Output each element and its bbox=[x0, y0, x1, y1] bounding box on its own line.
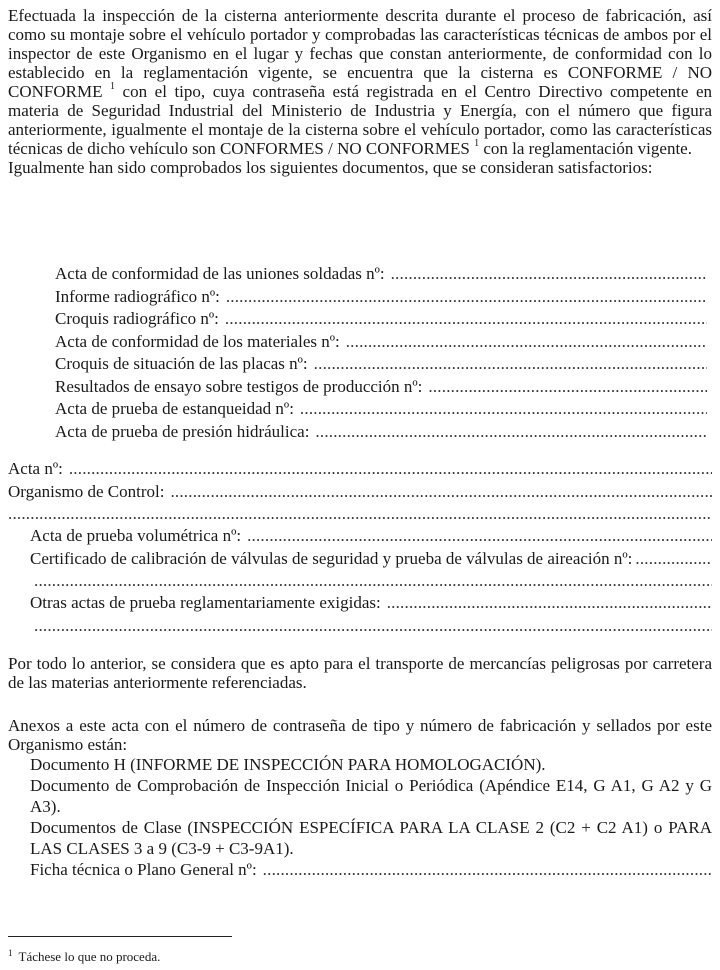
footnote-mark-2: 1 bbox=[474, 138, 480, 149]
annex-item-comprobacion: Documento de Comprobación de Inspección Inicial o Periódica (Apéndice E14, G A1, G A2 y G A3). bbox=[30, 776, 712, 816]
annex-item-h: Documento H (INFORME DE INSPECCIÓN PARA HOMOLOGACIÓN). bbox=[30, 755, 546, 774]
otras-field[interactable] bbox=[387, 592, 712, 615]
fill-in-field[interactable] bbox=[226, 286, 707, 309]
document-label: Informe radiográfico nº: bbox=[55, 286, 220, 306]
fill-in-field[interactable] bbox=[428, 376, 707, 399]
fill-in-field[interactable] bbox=[315, 421, 707, 444]
fill-in-field[interactable] bbox=[314, 353, 707, 376]
organismo-field-continuation[interactable] bbox=[8, 503, 712, 526]
volumetrica-label: Acta de prueba volumétrica nº: bbox=[30, 526, 242, 545]
certificado-row bbox=[30, 548, 712, 571]
document-label: Acta de conformidad de las uniones soldadas nº: bbox=[55, 264, 385, 283]
control-sub-items bbox=[8, 525, 712, 637]
fill-in-field[interactable] bbox=[300, 398, 707, 421]
organismo-field[interactable] bbox=[170, 481, 712, 504]
document-page bbox=[8, 6, 712, 177]
volumetrica-field[interactable] bbox=[247, 525, 712, 548]
otras-row bbox=[30, 592, 712, 615]
fill-in-field[interactable] bbox=[346, 331, 707, 354]
document-row-soldadas bbox=[55, 263, 707, 286]
acta-label: Acta nº: bbox=[8, 459, 63, 478]
document-row-croquis-radiografico bbox=[55, 308, 707, 331]
fill-in-field[interactable] bbox=[391, 263, 707, 286]
intro-paragraph bbox=[8, 6, 712, 158]
document-row-informe-radiografico bbox=[55, 286, 707, 309]
footnote-divider bbox=[8, 936, 232, 937]
document-label: Acta de prueba de estanqueidad nº: bbox=[55, 399, 294, 418]
documents-list bbox=[55, 263, 707, 443]
annex-item-clase: Documentos de Clase (INSPECCIÓN ESPECÍFICA PARA LA CLASE 2 (C2 + C2 A1) o PARA LAS CLASES 3 a 9 (C3-9 + C3-9A1). bbox=[30, 818, 712, 858]
document-label: Acta de conformidad de los materiales nº: bbox=[55, 331, 340, 351]
certificado-field[interactable] bbox=[635, 548, 712, 571]
otras-field-continuation[interactable] bbox=[34, 615, 712, 638]
document-label: Acta de prueba de presión hidráulica: bbox=[55, 421, 310, 441]
intro-text-1: Efectuada la inspección de la cisterna anteriormente descrita durante el proceso de fabricación, así como su montaje sobre el vehículo portador y comprobadas las características técnicas de ambos por el inspector de este Organismo en el lugar y fechas que constan anteriormente, de conformidad con lo establecido en la reglamentación vigente, se encuentra que la cisterna es CONFORME / NO CONFORME bbox=[8, 6, 712, 101]
intro-text-3: con la reglamentación vigente. bbox=[479, 139, 692, 158]
intro-text-2: con el tipo, cuya contraseña está registrada en el Centro Directivo competente en materia de Seguridad Industrial del Ministerio de Industria y Energía, con el número que figura anteriormente, igualmente el montaje de la cisterna sobre el vehículo portador, como las características técnicas de dicho vehículo son CONFORMES / NO CONFORMES bbox=[8, 82, 712, 158]
organismo-label: Organismo de Control: bbox=[8, 481, 165, 501]
control-block bbox=[8, 458, 712, 637]
volumetrica-row bbox=[30, 525, 712, 548]
footnote bbox=[8, 945, 160, 965]
organismo-continuation-row bbox=[8, 503, 712, 525]
conclusion-block bbox=[8, 654, 712, 692]
certificado-continuation-row bbox=[30, 570, 712, 592]
certificado-field-continuation[interactable] bbox=[34, 570, 712, 593]
ficha-field[interactable] bbox=[263, 859, 712, 881]
document-row-estanqueidad bbox=[55, 398, 707, 421]
footnote-mark: 1 bbox=[8, 948, 13, 958]
documents-intro: Igualmente han sido comprobados los siguientes documentos, que se consideran satisfactorios: bbox=[8, 158, 653, 177]
organismo-row bbox=[8, 481, 712, 504]
document-row-placas bbox=[55, 353, 707, 376]
otras-continuation-row bbox=[30, 615, 712, 637]
otras-label: Otras actas de prueba reglamentariamente exigidas: bbox=[30, 593, 381, 612]
certificado-label: Certificado de calibración de válvulas de seguridad y prueba de válvulas de aireación nº: bbox=[30, 548, 633, 568]
annex-block bbox=[8, 716, 712, 881]
ficha-row bbox=[8, 859, 712, 881]
document-row-materiales bbox=[55, 331, 707, 354]
document-label: Resultados de ensayo sobre testigos de producción nº: bbox=[55, 376, 423, 396]
document-row-testigos bbox=[55, 376, 707, 399]
acta-row bbox=[8, 458, 712, 481]
footnote-mark-1: 1 bbox=[110, 81, 116, 92]
ficha-label: Ficha técnica o Plano General nº: bbox=[30, 860, 257, 879]
document-row-presion bbox=[55, 421, 707, 444]
annex-intro: Anexos a este acta con el número de contraseña de tipo y número de fabricación y sellados por este Organismo están: bbox=[8, 716, 712, 754]
footnote-text: Táchese lo que no proceda. bbox=[18, 949, 161, 964]
conclusion-paragraph: Por todo lo anterior, se considera que es apto para el transporte de mercancías peligrosas por carretera de las materias anteriormente referenciadas. bbox=[8, 654, 712, 692]
acta-field[interactable] bbox=[69, 458, 712, 481]
fill-in-field[interactable] bbox=[225, 308, 707, 331]
document-label: Croquis radiográfico nº: bbox=[55, 309, 219, 328]
document-label: Croquis de situación de las placas nº: bbox=[55, 354, 308, 373]
